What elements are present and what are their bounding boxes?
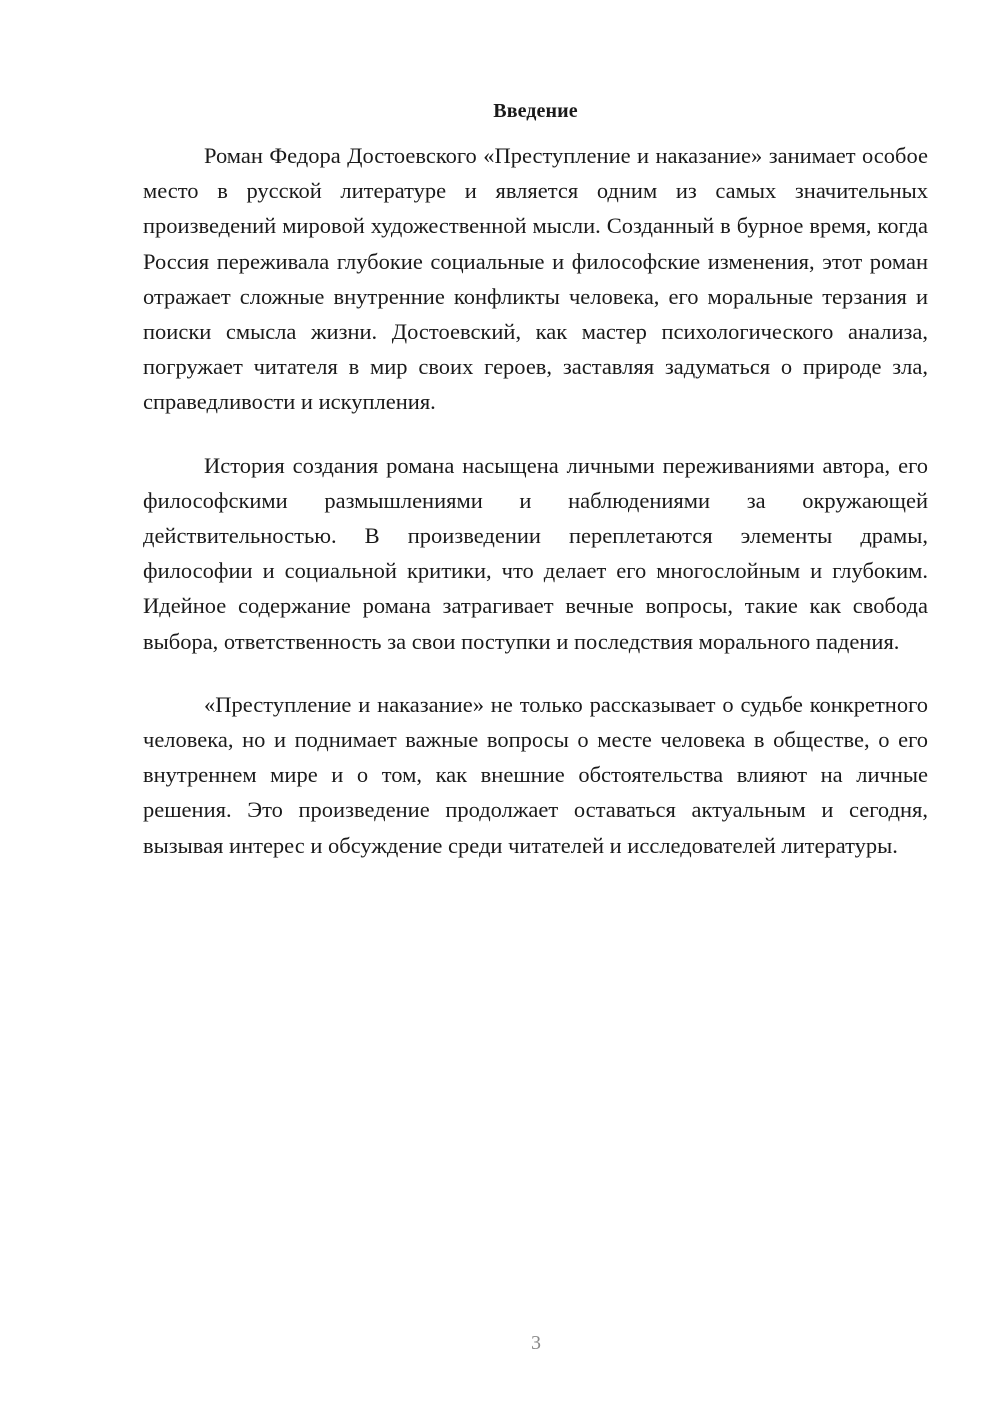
- section-title: Введение: [493, 100, 578, 122]
- page-content: [143, 96, 928, 891]
- paragraph-history: История создания романа насыщена личными переживаниями автора, его философскими размышлениями и наблюдениями за окружающей действительностью. В произведении переплетаются элементы драмы, философии и социальной критики, что делает его многослойным и глубоким. Идейное содержание романа затрагивает вечные вопросы, такие как свобода выбора, ответственность за свои поступки и последствия морального падения.: [143, 452, 928, 654]
- paragraph-intro: Роман Федора Достоевского «Преступление и наказание» занимает особое место в русской литературе и является одним из самых значительных произведений мировой художественной мысли. Созданный в бурное время, когда Россия переживала глубокие социальные и философские изменения, этот роман отражает сложные внутренние конфликты человека, его моральные терзания и поиски смысла жизни. Достоевский, как мастер психологического анализа, погружает читателя в мир своих героев, заставляя задуматься о природе зла, справедливости и искупления.: [143, 143, 928, 415]
- paragraph-themes: «Преступление и наказание» не только рассказывает о судьбе конкретного человека, но и поднимает важные вопросы о месте человека в обществе, о его внутреннем мире и о том, как внешние обстоятельства влияют на личные решения. Это произведение продолжает оставаться актуальным и сегодня, вызывая интерес и обсуждение среди читателей и исследователей литературы.: [143, 691, 928, 858]
- page-number: 3: [531, 1332, 541, 1354]
